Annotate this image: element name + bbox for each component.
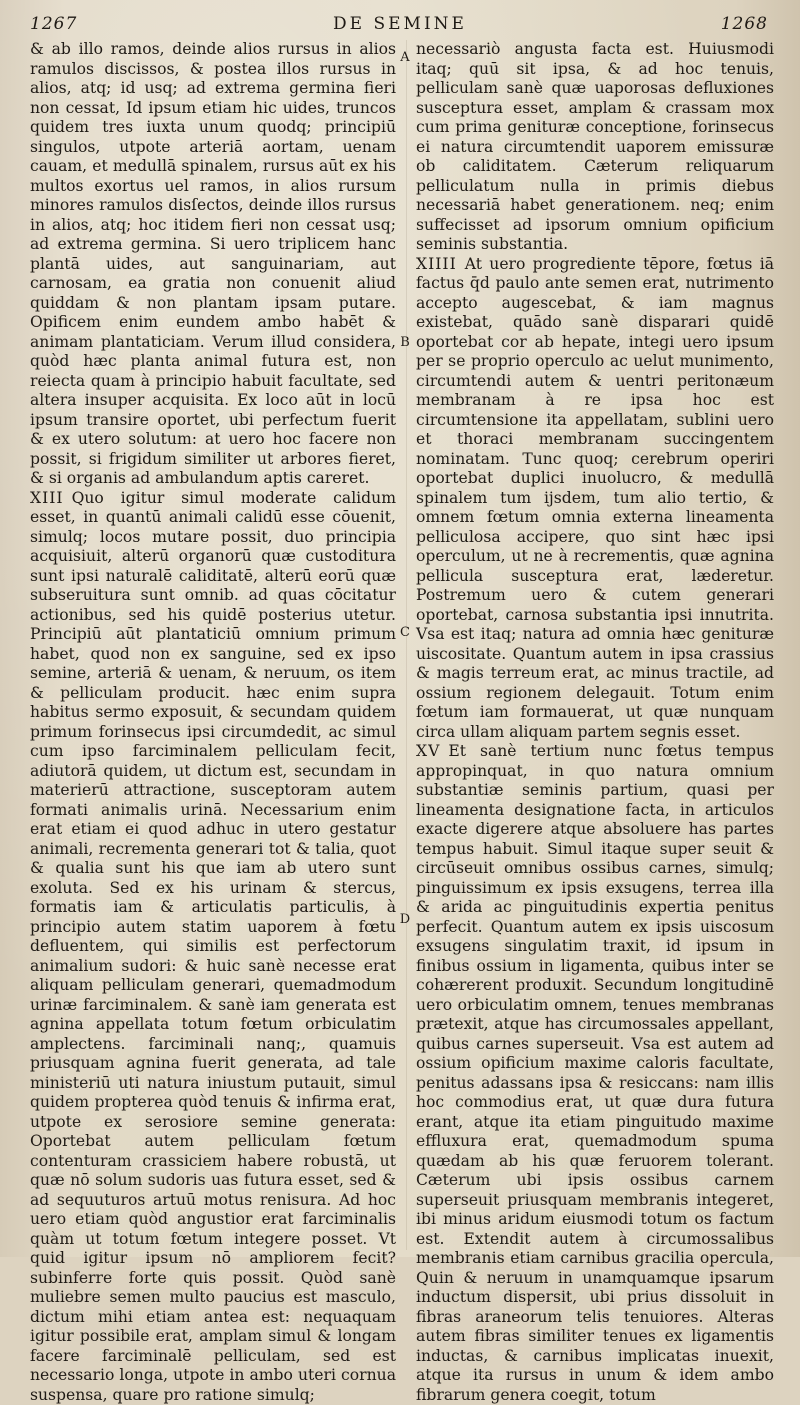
section-14 [416,255,774,743]
margin-letter-a: A [398,50,412,65]
page-number-left: 1267 [30,14,77,34]
left-paragraph-1: & ab illo ramos, deinde alios rursus in alios ramulos discissos, & postea illos rursus in alios, atq; id usq; ad extrema germina fieri non cessat, Id ipsum etiam hic uides, truncos quidem tres iuxta unum quodq; principiū singulos, utpote arteriā aortam, uenam cauam, et medullā spinalem, rursus aūt ex his multos exortus uel ramos, in alios rursum minores ramulos disſectos, deinde illos rursus in alios, atq; hoc itidem fieri non cessat usq; ad extrema germina. Si uero triplicem hanc plantā uides, aut sanguinariam, aut carnosam, ea gratia non conuenit aliud quiddam & non plantam ipsam putare. Opificem enim eundem ambo habēt & animam plantaticiam. Verum illud considera, quòd hæc planta animal futura est, non reiecta quam à principio habuit facultate, sed altera insuper acquisita. Ex loco aūt in locū ipsum transire oportet, ubi perfectum fuerit & ex utero solutum: at uero hoc facere non possit, si frigidum similiter ut arbores fieret, & si organis ad ambulandum aptis careret. [30,40,396,489]
section-15-text: Et sanè tertium nunc fœtus tempus appropinquat, in quo natura omnium substantiæ seminis partium, quasi per lineamenta designatione facta, in articulos exacte digerere atque absoluere has partes tempus habuit. Simul itaque super seuit & circūseuit omnibus ossibus carnes, simulq; pinguissimum ex ipsis exsugens, terrea illa & arida ac pinguitudinis expertia penitus perfecit. Quantum autem ex ipsis uiscosum exsugens singulatim traxit, id ipsum in finibus ossium in ligamenta, quibus inter se cohærerent produxit. Secundum longitudinē uero orbiculatim omnem, tenues membranas prætexit, atque has circumossales appellant, quibus carnes superseuit. Vsa est autem ad ossium opificium maxime caloris facultate, penitus adassans ipsa & resiccans: nam illis hoc commodius erat, ut quæ dura futura erant, atque ita etiam pinguitudo maxime effluxura erat, quemadmodum spuma quædam ab his quæ feruorem tolerant. Cæterum ubi ipsis ossibus carnem superseuit priusquam membranis integeret, ibi minus aridum eiusmodi totum os factum est. Extendit autem à circumossalibus membranis etiam carnibus gracilia opercula, Quin & neruum in unamquamque ipsarum inductum dispersit, ubi prius dissoluit in fibras araneorum telis tenuiores. Alteras autem fibras similiter tenues ex ligamentis inductas, & carnibus implicatas inuexit, atque ita rursus in unum & idem ambo fibrarum genera coegit, totum [416,742,774,1404]
page-number-right: 1268 [721,14,768,34]
right-paragraph-1: necessariò angusta facta est. Huiusmodi itaq; quū sit ipsa, & ad hoc tenuis, pelliculam sanè quæ uaporosas defluxiones susceptura esset, amplam & crassam mox cum prima genituræ conceptione, forinsecus ei natura circumtendit uaporem emissuræ ob caliditatem. Cæterum reliquarum pelliculatum nulla in primis diebus necessariā habet generationem. neq; enim suffecisset ad ipsorum omnium opificium seminis substantia. [416,40,774,255]
section-14-text: At uero progrediente tēpore, fœtus iā factus q̄d paulo ante semen erat, nutrimento accepto augescebat, & iam magnus existebat, quādo sanè disparari quidē oportebat cor ab hepate, integi uero ipsum per se proprio operculo ac uelut munimento, circumtendi autem & uentri peritonæum membranam à re ipsa hoc est circumtensione ita appellatam, sublini uero et thoraci membranam succingentem nominatam. Tunc quoq; cerebrum operiri oportebat duplici inuolucro, & medullā spinalem tum ijsdem, tum alio tertio, & omnem fœtum omnia externa lineamenta pelliculosa accipere, quo sint hæc ipsi operculum, ut ne à recrementis, quæ agnina pellicula susceptura erat, læderetur. Postremum uero & cutem generari oportebat, carnosa substantia ipsi innutrita. Vsa est itaq; natura ad omnia hæc genituræ uiscositate. Quantum autem in ipsa crassius & magis terreum erat, ac minus tractile, ad ossium regionem delegauit. Totum enim fœtum iam formauerat, ut quæ nunquam circa ullam aliquam partem segnis esset. [416,255,774,741]
section-number-15: XV [416,742,440,760]
section-number-13: XIII [30,489,64,507]
running-title: DE SEMINE [0,14,800,34]
margin-letter-d: D [398,912,412,927]
right-text-column [416,40,774,1250]
section-number-14: XIIII [416,255,457,273]
left-text-column [30,40,396,1250]
margin-letter-c: C [398,625,412,640]
column-gutter [406,40,407,1250]
running-header [0,0,800,40]
section-15 [416,742,774,1405]
section-13 [30,489,396,1405]
margin-letter-b: B [398,335,412,350]
section-13-text: Quo igitur simul moderate calidum esset, in quantū animali calidū esse cōuenit, simulq; locos mutare possit, duo principia acquisiuit, alterū organorū quæ custoditura sunt ipsi naturalē caliditatē, alterū eorū quæ subseruitura sunt omnib. ad quas cōcitatur actionibus, sed his quidē posterius utetur. Principiū aūt plantaticiū omnium primum habet, quod non ex sanguine, sed ex ipso semine, arteriā & uenam, & neruum, os item & pelliculam producit. hæc enim supra habitus sermo exposuit, & secundam quidem primum forinsecus ipsi circumdedit, ac simul cum ipso farciminalem pelliculam fecit, adiutorā quidem, ut dictum est, secundam in materierū attractione, susceptoram autem formati animalis urinā. Necessarium enim erat etiam ei quod adhuc in utero gestatur animali, recrementa generari tot & talia, quot & qualia sunt his que iam ab utero sunt exoluta. Sed ex his urinam & stercus, formatis iam & articulatis particulis, à principio autem statim uaporem à fœtu defluentem, qui similis est perfectorum animalium sudori: & huic sanè necesse erat aliquam pelliculam generari, quemadmodum urinæ farciminalem. & sanè iam generata est agnina appellata totum fœtum orbiculatim amplectens. farciminali nanq;, quamuis priusquam agnina fuerit generata, ad tale ministeriū uti natura iniustum putauit, simul quidem propterea quòd tenuis & infirma erat, utpote ex serosiore semine generata: Oportebat autem pelliculam fœtum contenturam crassiciem habere robustā, ut quæ nō solum sudoris uas futura esset, sed & ad sequuturos artuū motus renisura. Ad hoc uero etiam quòd angustior erat farciminalis quàm ut totum fœtum integere posset. Vt quid igitur ipsum nō ampliorem fecit? subinferre forte quis possit. Quòd sanè muliebre semen multo paucius est masculo, dictum mihi etiam antea est: nequaquam igitur possibile erat, amplam simul & longam facere farciminalē pelliculam, sed est necessario longa, utpote in ambo uteri cornua suspensa, quare pro ratione simulq; [30,489,396,1404]
